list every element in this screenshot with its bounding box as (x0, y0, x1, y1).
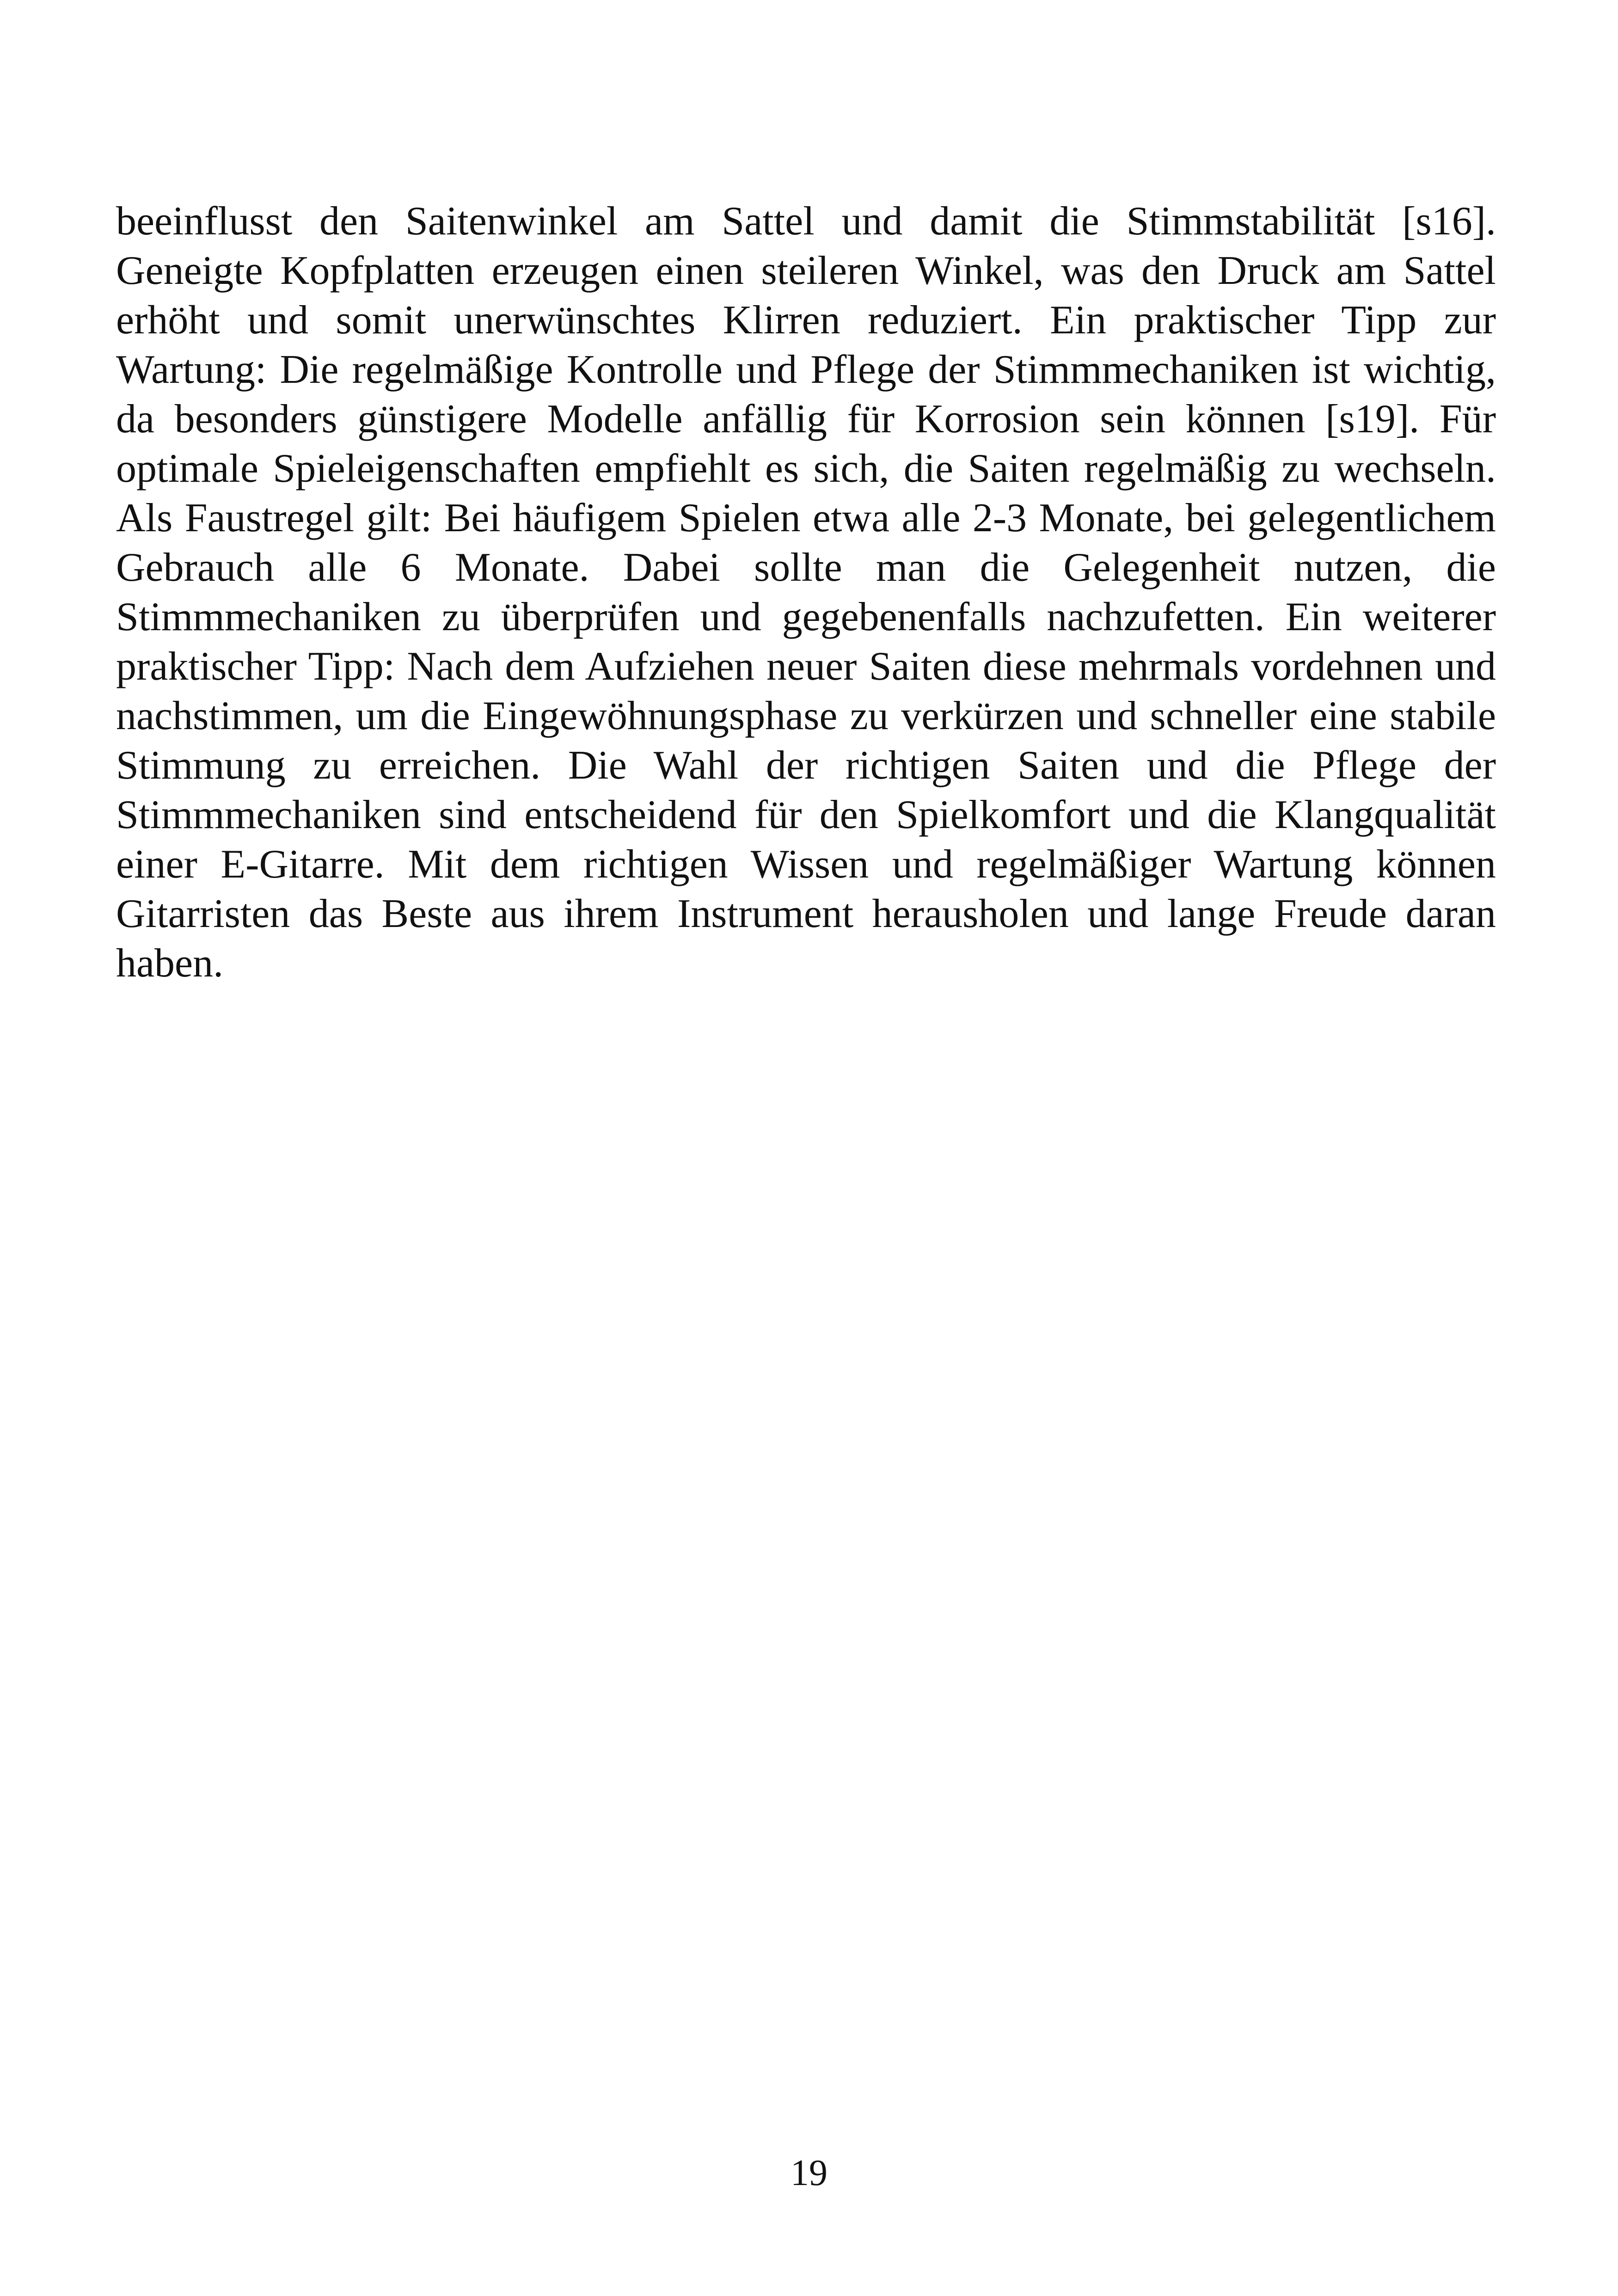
body-paragraph: beeinflusst den Saitenwinkel am Sattel und damit die Stimmstabilität [s16]. Geneigte Kopfplatten erzeugen einen steileren Winkel, was den Druck am Sattel erhöht und somit unerwünschtes Klirren reduziert. Ein praktischer Tipp zur Wartung: Die regelmäßige Kontrolle und Pflege der Stimmmechaniken ist wichtig, da besonders günstigere Modelle anfällig für Korrosion sein können [s19]. Für optimale Spieleigenschaften empfiehlt es sich, die Saiten regelmäßig zu wechseln. Als Faustregel gilt: Bei häufigem Spielen etwa alle 2-3 Monate, bei gelegentlichem Gebrauch alle 6 Monate. Dabei sollte man die Gelegenheit nutzen, die Stimmmechaniken zu überprüfen und gegebenenfalls nachzufetten. Ein weiterer praktischer Tipp: Nach dem Aufziehen neuer Saiten diese mehrmals vordehnen und nachstimmen, um die Eingewöhnungsphase zu verkürzen und schneller eine stabile Stimmung zu erreichen. Die Wahl der richtigen Saiten und die Pflege der Stimmmechaniken sind entscheidend für den Spielkomfort und die Klangqualität einer E-Gitarre. Mit dem richtigen Wissen und regelmäßiger Wartung können Gitarristen das Beste aus ihrem Instrument herausholen und lange Freude daran haben. (116, 199, 1496, 986)
page-number: 19 (791, 2153, 827, 2193)
